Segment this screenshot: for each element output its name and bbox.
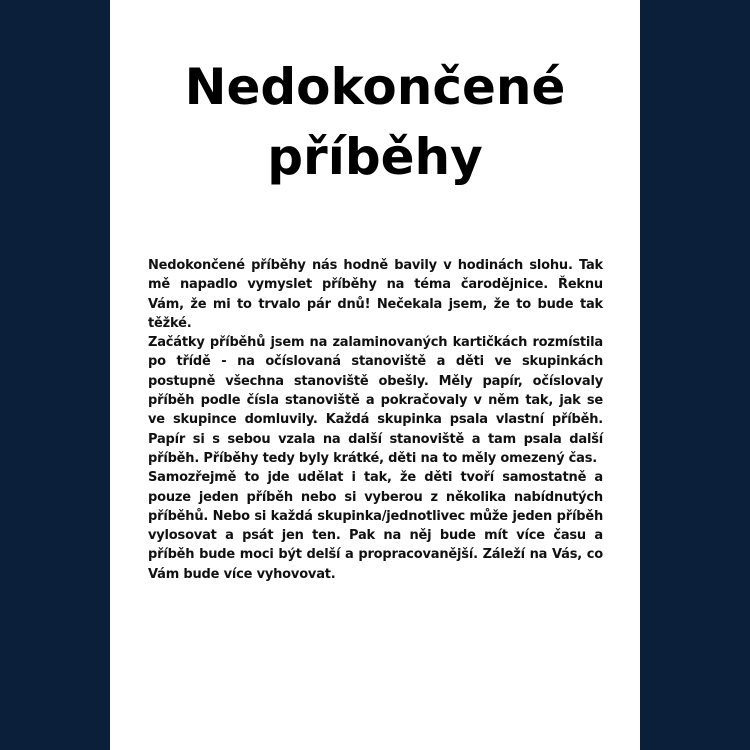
paragraph-3: Samozřejmě to jde udělat i tak, že děti tvoří samostatně a pouze jeden příběh nebo si vyberou z několika nabídnutých příběhů. Nebo si každá skupinka/jednotlivec může jeden příběh vylosovat a psát jen ten. Pak na něj bude mít více času a příběh bude moci být delší a propracovanější. Záleží na Vás, co Vám bude více vyhovovat. xyxy=(148,470,603,582)
paragraph-2: Začátky příběhů jsem na zalaminovaných kartičkách rozmístila po třídě - na očíslovaná stanoviště a děti ve skupinkách postupně všechna stanoviště obešly. Měly papír, očíslovaly příběh podle čísla stanoviště a pokračovaly v něm tak, jak se ve skupince domluvily. Každá skupinka psala vlastní příběh. Papír si s sebou vzala na další stanoviště a tam psala další příběh. Příběhy tedy byly krátké, děti na to měly omezený čas. xyxy=(148,335,603,466)
document-page xyxy=(110,0,640,750)
paragraph-1: Nedokončené příběhy nás hodně bavily v hodinách slohu. Tak mě napadlo vymyslet příběhy na téma čarodějnice. Řeknu Vám, že mi to trvalo pár dnů! Nečekala jsem, že to bude tak těžké. xyxy=(148,258,603,331)
title-line-2: příběhy xyxy=(267,128,483,186)
title-line-1: Nedokončené xyxy=(184,58,566,116)
body-text xyxy=(148,256,603,584)
page-title xyxy=(110,52,640,192)
